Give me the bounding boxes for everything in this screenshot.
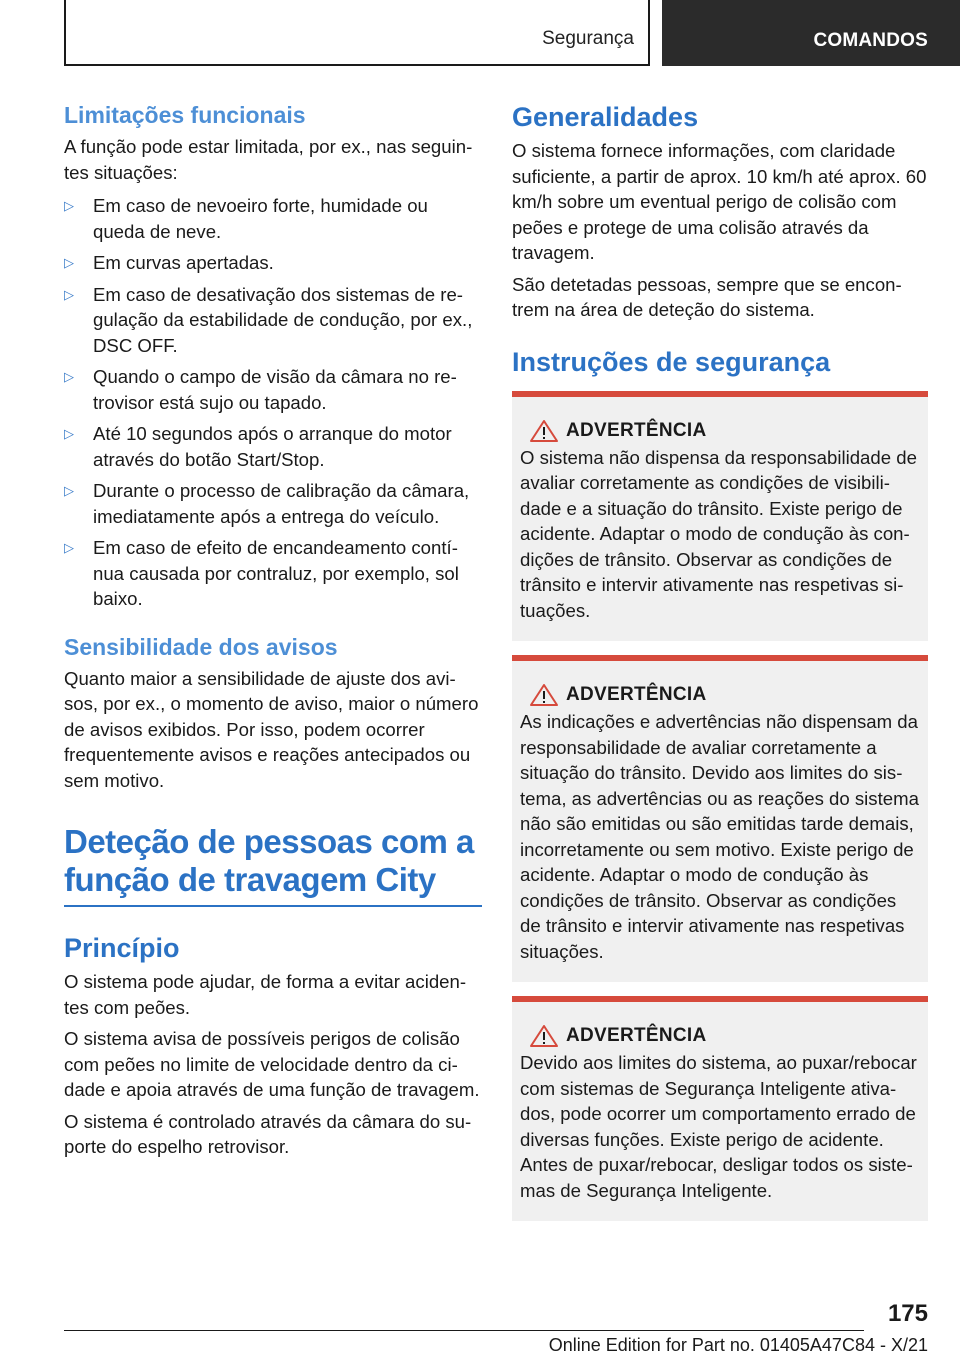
- list-item: ▷ Quando o campo de visão da câmara no retrovisor está sujo ou tapado.: [64, 366, 457, 413]
- warning-label: ADVERTÊNCIA: [566, 684, 707, 705]
- principle-paragraph-2: O sistema avisa de possíveis perigos de colisão com peões no limite de velocidade dentro da cidade e apoia através de uma função de travagem.: [64, 1028, 480, 1100]
- warning-header: [520, 683, 920, 707]
- general-paragraph-1: O sistema fornece informações, com claridade suficiente, a partir de aprox. 10 km/h até aprox. 60 km/h sobre um eventual perigo de colisão com peões e protege de uma colisão através da travagem.: [512, 140, 927, 263]
- triangle-right-icon: ▷: [64, 540, 74, 555]
- list-item: ▷ Em caso de desativação dos sistemas de regulação da estabilidade de condução, por ex., DSC OFF.: [64, 283, 473, 356]
- title-divider: [64, 905, 482, 907]
- general-paragraph-2: São detetadas pessoas, sempre que se encontrem na área de deteção do sistema.: [512, 273, 902, 320]
- left-column: [64, 100, 482, 1160]
- list-item: ▷ Em curvas apertadas.: [64, 250, 482, 276]
- warning-box: [512, 391, 928, 642]
- limits-list: [64, 193, 482, 612]
- footer-divider: [64, 1330, 864, 1331]
- footer-edition: Online Edition for Part no. 01405A47C84 - X/21: [548, 1335, 928, 1355]
- list-item: ▷ Em caso de efeito de encandeamento contínua causada por contraluz, por exemplo, sol baixo.: [64, 537, 459, 609]
- page-number: 175: [887, 1300, 928, 1327]
- sensitivity-heading: Sensibilidade dos avisos: [64, 633, 338, 660]
- right-column: [512, 100, 928, 1221]
- triangle-right-icon: ▷: [64, 426, 74, 441]
- limits-heading: Limitações funcionais: [64, 102, 306, 128]
- warning-box: [512, 996, 928, 1221]
- warning-triangle-icon: [526, 1024, 562, 1048]
- main-section-title-block: [64, 823, 482, 907]
- safety-heading: Instruções de segurança: [512, 346, 831, 377]
- warning-triangle-icon: [526, 419, 562, 443]
- triangle-right-icon: ▷: [64, 286, 74, 302]
- header-chapter-tab: [662, 0, 960, 66]
- warning-text: Devido aos limites do sistema, ao puxar/rebocar com sistemas de Segurança Inteligente ativados, pode ocorrer um comportamento errado de diversas funções. Existe perigo de acidente. Antes de puxar/rebocar, desligar todos os sistemas de Segurança Inteligente.: [520, 1052, 917, 1201]
- general-heading: Generalidades: [512, 102, 699, 132]
- principle-heading: Princípio: [64, 933, 180, 963]
- principle-paragraph-1: O sistema pode ajudar, de forma a evitar acidentes com peões.: [64, 971, 467, 1018]
- triangle-right-icon: ▷: [64, 198, 74, 213]
- triangle-right-icon: ▷: [64, 255, 74, 270]
- warning-text: O sistema não dispensa da responsabilidade de avaliar corretamente as condições de visibilidade e a situação do trânsito. Existe perigo de acidente. Adaptar o modo de condução às condições de trânsito. Observar as condições de trânsito e intervir ativamente nas respetivas situações.: [520, 446, 917, 621]
- sensitivity-text: Quanto maior a sensibilidade de ajuste dos avisos, por ex., o momento de aviso, maior o número de avisos exibidos. Por isso, podem ocorrer frequentemente avisos e reações antecipados ou sem motivo.: [64, 667, 479, 791]
- principle-paragraph-3: O sistema é controlado através da câmara do suporte do espelho retrovisor.: [64, 1110, 472, 1157]
- main-section-title: Deteção de pessoas com a função de travagem City: [64, 823, 474, 898]
- warning-header: [520, 1024, 920, 1048]
- warning-text: As indicações e advertências não dispensam da responsabilidade de avaliar corretamente a situação do trânsito. Devido aos limites do sistema, as advertências ou as reações do sistema não são emitidas ou são emitidas tarde demais, incorretamente ou sem motivo. Existe perigo de acidente. Adaptar o modo de condução às condições de trânsito. Observar as condições de trânsito e intervir ativamente nas respetivas situações.: [520, 711, 919, 962]
- warning-box: [512, 655, 928, 982]
- header-section-box: [64, 0, 650, 66]
- warning-triangle-icon: [526, 683, 562, 707]
- header-chapter-label: COMANDOS: [813, 30, 928, 51]
- triangle-right-icon: ▷: [64, 483, 74, 498]
- list-item: ▷ Durante o processo de calibração da câmara, imediatamente após a entrega do veículo.: [64, 480, 470, 527]
- list-item: ▷ Até 10 segundos após o arranque do motor através do botão Start/Stop.: [64, 423, 452, 470]
- warning-label: ADVERTÊNCIA: [566, 419, 707, 441]
- warning-label: ADVERTÊNCIA: [566, 1025, 707, 1046]
- limits-intro: A função pode estar limitada, por ex., nas seguintes situações:: [64, 136, 473, 183]
- list-item: ▷ Em caso de nevoeiro forte, humidade ou queda de neve.: [64, 195, 428, 242]
- triangle-right-icon: ▷: [64, 369, 74, 384]
- header-section-label: Segurança: [542, 28, 634, 49]
- warning-header: [520, 419, 920, 443]
